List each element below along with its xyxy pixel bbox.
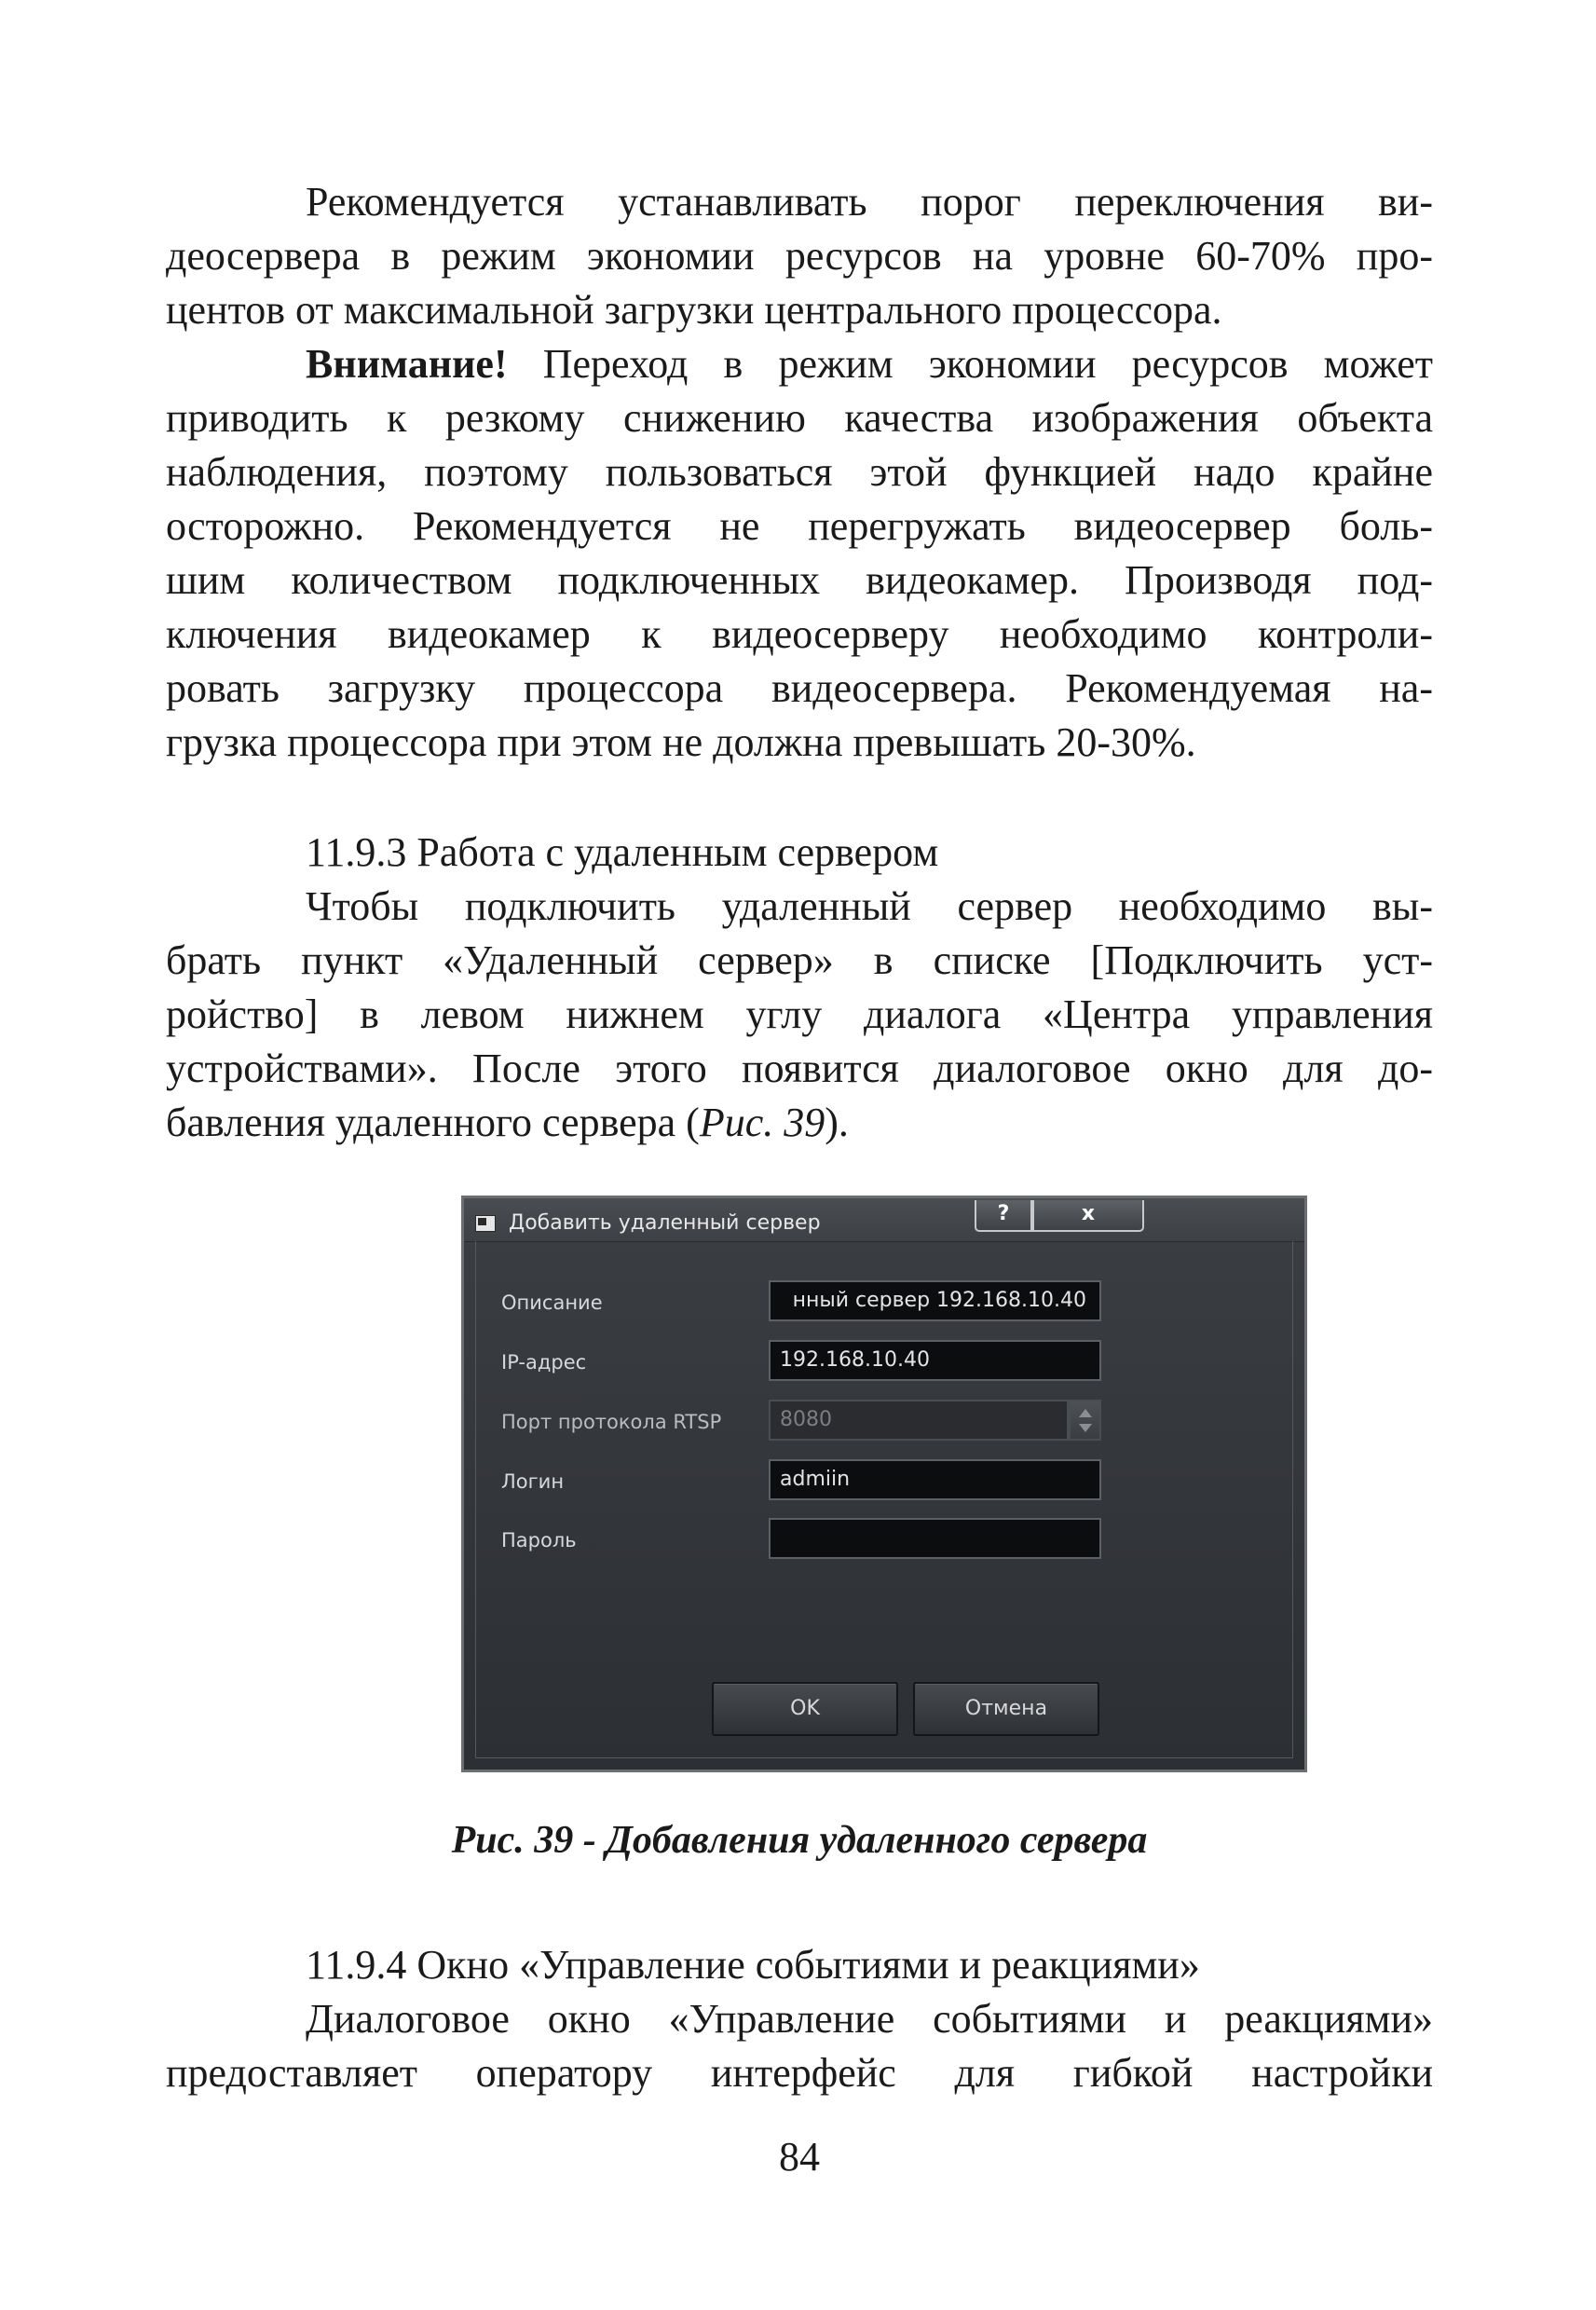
text-line: центов от максимальной загрузки центрального процессора. (166, 287, 1222, 333)
ok-button[interactable]: OK (712, 1682, 898, 1736)
text-line: Чтобы подключить удаленный сервер необходимо вы- (306, 883, 1433, 929)
text-line: деосервера в режим экономии ресурсов на уровне 60-70% про- (166, 233, 1433, 279)
page-number: 84 (779, 2134, 820, 2180)
rtsp-port-label: Порт протокола RTSP (501, 1411, 722, 1433)
text-fragment: ). (825, 1100, 849, 1145)
text-line (166, 337, 1433, 391)
text-line: ровать загрузку процессора видеосервера. Рекомендуемая на- (166, 665, 1433, 711)
text-line: приводить к резкому снижению качества изображения объекта (166, 395, 1433, 441)
login-input[interactable]: admiin (769, 1459, 1101, 1500)
text-line: Диалоговое окно «Управление событиями и реакциями» (306, 1996, 1433, 2042)
ip-address-label: IP-адрес (501, 1351, 587, 1374)
section-heading-11-9-4: 11.9.4 Окно «Управление событиями и реакциями» (306, 1942, 1200, 1988)
paragraph-cpu-threshold (166, 175, 1433, 337)
add-remote-server-dialog (461, 1196, 1307, 1772)
login-label: Логин (501, 1470, 565, 1493)
warning-label: Внимание! (306, 341, 508, 387)
text-line (166, 1096, 1433, 1150)
text-line: шим количеством подключенных видеокамер. Производя под- (166, 557, 1433, 603)
text-line: Рекомендуется устанавливать порог переключения ви- (306, 179, 1433, 225)
figure-caption: Рис. 39 - Добавления удаленного сервера (451, 1819, 1148, 1862)
window-app-icon (475, 1215, 496, 1232)
paragraph-events-reactions (166, 1992, 1433, 2100)
close-button[interactable]: x (1032, 1200, 1144, 1232)
description-label: Описание (501, 1292, 603, 1314)
text-line: устройствами». После этого появится диалоговое окно для до- (166, 1046, 1433, 1091)
ip-address-input[interactable]: 192.168.10.40 (769, 1340, 1101, 1381)
rtsp-port-input[interactable]: 8080 (769, 1400, 1069, 1441)
paragraph-warning (166, 337, 1433, 770)
text-line: предоставляет оператору интерфейс для гибкой настройки (166, 2050, 1433, 2096)
rtsp-port-spinner[interactable] (1069, 1400, 1101, 1441)
text-line: ключения видеокамер к видеосерверу необходимо контроли- (166, 611, 1433, 657)
figure-reference: Рис. 39 (699, 1100, 825, 1145)
dialog-titlebar (464, 1198, 1304, 1242)
spin-down-icon (1079, 1424, 1092, 1432)
text-line: наблюдения, поэтому пользоваться этой функцией надо крайне (166, 449, 1433, 495)
password-label: Пароль (501, 1529, 577, 1551)
text-line: грузка процессора при этом не должна превышать 20-30%. (166, 719, 1196, 765)
text-line: брать пункт «Удаленный сервер» в списке [Подключить уст- (166, 937, 1433, 983)
description-input[interactable]: нный сервер 192.168.10.40 (769, 1280, 1101, 1321)
help-button[interactable]: ? (975, 1200, 1032, 1232)
dialog-title: Добавить удаленный сервер (509, 1211, 821, 1235)
warning-text: Переход в режим экономии ресурсов может (507, 341, 1433, 387)
section-heading-11-9-3: 11.9.3 Работа с удаленным сервером (306, 829, 939, 875)
spin-up-icon (1079, 1409, 1092, 1417)
paragraph-remote-server (166, 880, 1433, 1150)
text-fragment: бавления удаленного сервера ( (166, 1100, 700, 1145)
password-input[interactable] (769, 1518, 1101, 1559)
cancel-button[interactable]: Отмена (913, 1682, 1099, 1736)
text-line: осторожно. Рекомендуется не перегружать видеосервер боль- (166, 503, 1433, 549)
document-page (166, 0, 1433, 2310)
text-line: ройство] в левом нижнем углу диалога «Центра управления (166, 991, 1433, 1037)
